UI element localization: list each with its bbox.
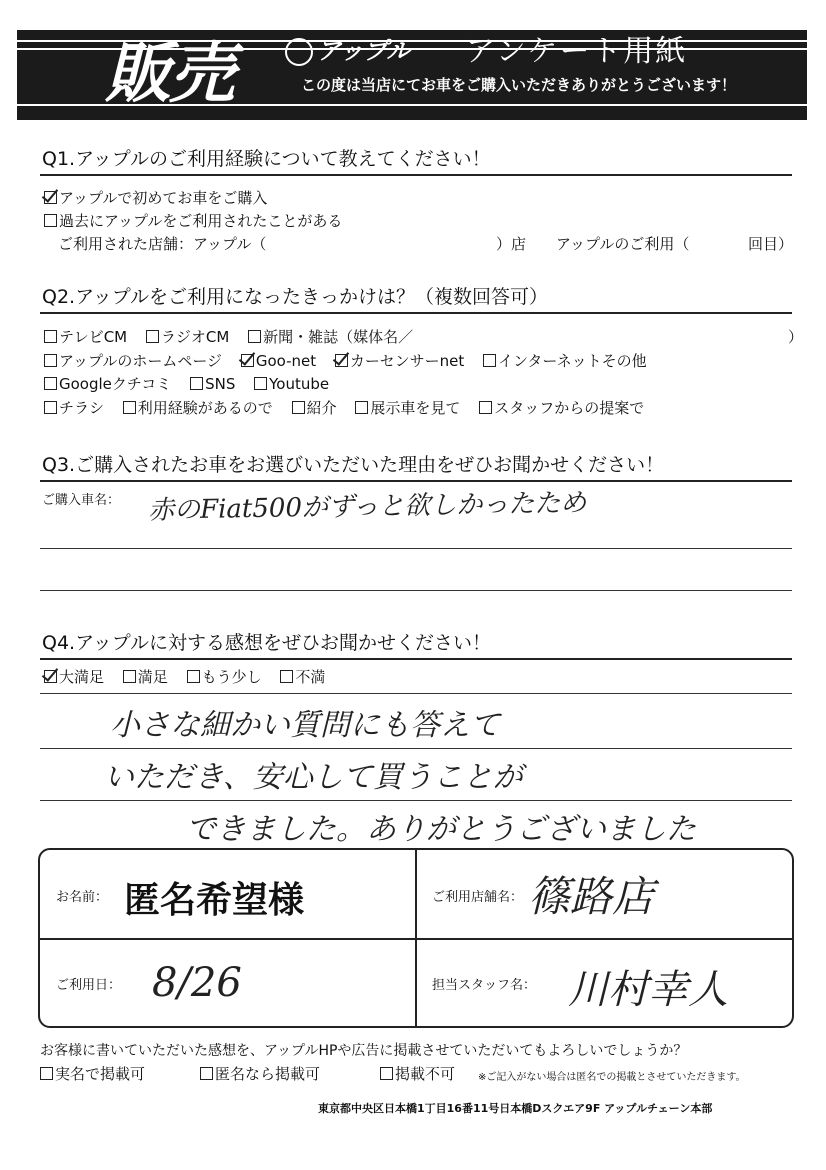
- brand-logo: [285, 34, 410, 68]
- checkbox[interactable]: [355, 401, 368, 414]
- q4-title: Q4.アップルに対する感想をぜひお聞かせください！: [42, 632, 491, 654]
- q2-option[interactable]: 紹介: [292, 399, 337, 417]
- footer-address: 東京都中央区日本橋1丁目16番11号日本橋Dスクエア9F アップルチェーン本部: [318, 1102, 713, 1115]
- checkbox[interactable]: [123, 401, 136, 414]
- q2-option[interactable]: Youtube: [254, 375, 329, 393]
- q4-handwritten-line-1[interactable]: 小さな細かい質問にも答えて: [110, 708, 500, 743]
- q2-row-1: [44, 326, 427, 348]
- q1-underline: [40, 174, 792, 176]
- q1-option-first-purchase[interactable]: アップルで初めてお車をご購入: [44, 187, 267, 209]
- date-value[interactable]: 8/26: [152, 960, 242, 1006]
- date-label: ご利用日：: [56, 978, 122, 993]
- q2-option[interactable]: ラジオCM: [146, 328, 229, 346]
- q2-row-2: [44, 350, 661, 372]
- q2-option[interactable]: 展示車を見て: [355, 399, 460, 417]
- q3-title: Q3.ご購入されたお車をお選びいただいた理由をぜひお聞かせください！: [42, 454, 665, 476]
- header-banner: [17, 30, 807, 120]
- q2-option[interactable]: 利用経験があるので: [123, 399, 273, 417]
- q2-row-3: [44, 373, 343, 395]
- q3-handwritten-answer[interactable]: 赤のFiat500がずっと欲しかったため: [147, 488, 587, 526]
- consent-note: ※ご記入がない場合は匿名での掲載とさせていただきます。: [478, 1072, 746, 1083]
- q2-option[interactable]: インターネットその他: [483, 352, 647, 370]
- answer-line: [40, 590, 792, 591]
- q2-option[interactable]: アップルのホームページ: [44, 352, 222, 370]
- checkbox[interactable]: [146, 330, 159, 343]
- name-label: お名前：: [56, 890, 109, 905]
- q4-options: [44, 666, 339, 688]
- q4-handwritten-line-2[interactable]: いただき、安心して買うことが: [104, 760, 523, 795]
- consent-option-no-publish[interactable]: 掲載不可: [380, 1063, 455, 1085]
- q1-store-prefix: ご利用された店舗：アップル（: [58, 235, 267, 253]
- checkbox[interactable]: [479, 401, 492, 414]
- name-value[interactable]: 匿名希望様: [124, 880, 305, 921]
- q2-option[interactable]: テレビCM: [44, 328, 127, 346]
- consent-question: お客様に書いていただいた感想を、アップルHPや広告に掲載させていただいてもよろしいでしょうか？: [40, 1043, 688, 1059]
- q1-store-suffix: ）店: [496, 235, 527, 253]
- q2-option[interactable]: チラシ: [44, 399, 104, 417]
- checkbox[interactable]: [44, 214, 57, 227]
- answer-line: [40, 748, 792, 749]
- checkbox-checked[interactable]: [44, 191, 57, 204]
- checkbox[interactable]: [190, 377, 203, 390]
- answer-line: [40, 693, 792, 694]
- checkbox[interactable]: [280, 670, 293, 683]
- checkbox[interactable]: [44, 377, 57, 390]
- q4-option-very-satisfied[interactable]: 大満足: [44, 668, 104, 686]
- banner-title: 販売: [105, 35, 233, 112]
- q2-option[interactable]: カーセンサーnet: [335, 352, 464, 370]
- q4-underline: [40, 658, 792, 660]
- q2-title: Q2.アップルをご利用になったきっかけは？（複数回答可）: [42, 286, 548, 308]
- checkbox[interactable]: [123, 670, 136, 683]
- consent-option-real-name[interactable]: 実名で掲載可: [40, 1063, 145, 1085]
- checkbox[interactable]: [44, 330, 57, 343]
- checkbox[interactable]: [40, 1067, 53, 1080]
- checkbox[interactable]: [187, 670, 200, 683]
- q2-media-close: ）: [788, 328, 804, 346]
- checkbox[interactable]: [200, 1067, 213, 1080]
- checkbox[interactable]: [248, 330, 261, 343]
- checkbox[interactable]: [380, 1067, 393, 1080]
- q4-option-so-so[interactable]: もう少し: [187, 668, 262, 686]
- store-value[interactable]: 篠路店: [528, 872, 655, 921]
- customer-info-box: [38, 848, 794, 1028]
- checkbox[interactable]: [44, 354, 57, 367]
- checkbox-checked[interactable]: [44, 670, 57, 683]
- q1-usage-suffix: 回目）: [748, 235, 794, 253]
- q2-option[interactable]: 新聞・雑誌（媒体名／: [248, 328, 413, 346]
- box-divider: [40, 938, 792, 940]
- q4-option-satisfied[interactable]: 満足: [123, 668, 168, 686]
- q2-row-4: [44, 397, 658, 419]
- consent-option-anonymous[interactable]: 匿名なら掲載可: [200, 1063, 320, 1085]
- q2-option[interactable]: Goo-net: [241, 352, 316, 370]
- store-label: ご利用店舗名：: [432, 890, 524, 905]
- answer-line: [40, 548, 792, 549]
- q4-option-dissatisfied[interactable]: 不満: [280, 668, 325, 686]
- staff-label: 担当スタッフ名：: [432, 978, 537, 993]
- apple-logo-icon: [285, 38, 313, 66]
- q4-handwritten-line-3[interactable]: できました。ありがとうございました: [186, 812, 696, 847]
- q2-option[interactable]: SNS: [190, 375, 235, 393]
- q2-option[interactable]: スタッフからの提案で: [479, 399, 644, 417]
- checkbox[interactable]: [254, 377, 267, 390]
- checkbox[interactable]: [44, 401, 57, 414]
- checkbox[interactable]: [483, 354, 496, 367]
- form-name: アンケート用紙: [465, 34, 688, 69]
- q1-option-returning[interactable]: 過去にアップルをご利用されたことがある: [44, 210, 342, 232]
- q1-title: Q1.アップルのご利用経験について教えてください！: [42, 148, 491, 170]
- thanks-message: この度は当店にてお車をご購入いただきありがとうございます！: [301, 76, 737, 94]
- brand-name: アップル: [317, 37, 411, 65]
- q1-usage-prefix: アップルのご利用（: [556, 235, 690, 253]
- checkbox-checked[interactable]: [241, 354, 254, 367]
- checkbox-checked[interactable]: [335, 354, 348, 367]
- q2-option[interactable]: Googleクチコミ: [44, 375, 171, 393]
- q2-underline: [40, 312, 792, 314]
- answer-line: [40, 800, 792, 801]
- q3-underline: [40, 480, 792, 482]
- checkbox[interactable]: [292, 401, 305, 414]
- q3-car-label: ご購入車名：: [42, 493, 121, 508]
- staff-value[interactable]: 川村幸人: [568, 967, 728, 1013]
